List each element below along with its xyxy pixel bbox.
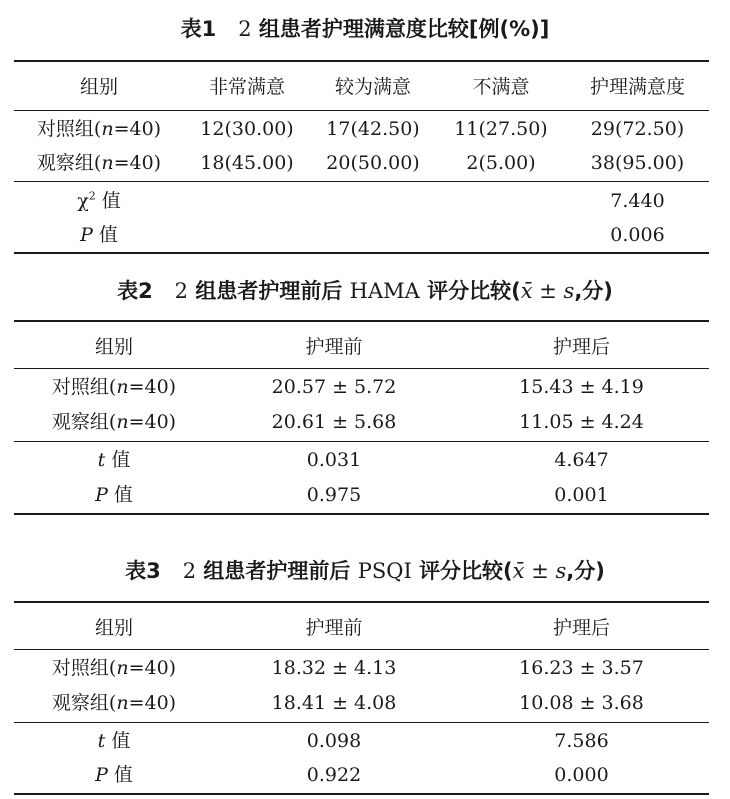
table1-header-satisfaction-rate: 护理满意度 <box>589 76 685 98</box>
table2-row2-cell: 20.61 ± 5.68 <box>271 411 397 433</box>
table2-t-before: 0.031 <box>306 449 362 471</box>
table3-top-rule <box>14 601 709 603</box>
table2-t-after: 4.647 <box>554 449 609 471</box>
table1-p-label: P 值 <box>80 224 118 246</box>
table2-row1-group: 对照组(n=40) <box>51 376 177 398</box>
table2-header-before: 护理前 <box>305 336 363 358</box>
table1-chi-square-value: 7.440 <box>610 190 665 212</box>
table3-row1-cell: 16.23 ± 3.57 <box>519 657 644 679</box>
table1-row1-cell: 12(30.00) <box>200 118 294 140</box>
table1-row1-cell: 29(72.50) <box>590 118 685 140</box>
table3-header-rule <box>14 649 709 650</box>
table3-bottom-rule <box>14 793 709 795</box>
table3-p-label: P 值 <box>95 764 133 786</box>
table2-bottom-rule <box>14 513 709 515</box>
table3-header-after: 护理后 <box>552 617 610 639</box>
table2-p-after: 0.001 <box>554 484 609 506</box>
table2-row1-cell: 20.57 ± 5.72 <box>271 376 397 398</box>
table3-row1-cell: 18.32 ± 4.13 <box>271 657 397 679</box>
table2-body-rule <box>14 441 709 442</box>
table1-row1-group: 对照组(n=40) <box>36 118 162 140</box>
table1-p-value: 0.006 <box>610 224 665 246</box>
table1-header-unsatisfied: 不满意 <box>472 76 530 98</box>
table2-row1-cell: 15.43 ± 4.19 <box>519 376 644 398</box>
table3-caption: 表3 2 组患者护理前后 PSQI 评分比较(x̄ ± s,分) <box>125 559 605 583</box>
table2-row2-group: 观察组(n=40) <box>51 411 177 433</box>
table1-caption <box>0 14 730 44</box>
table1-row1-cell: 17(42.50) <box>326 118 420 140</box>
table3-header-group: 组别 <box>94 617 133 639</box>
table1-row2-cell: 20(50.00) <box>326 152 420 174</box>
table1-caption-num: 2 <box>238 17 252 41</box>
table3-header-before: 护理前 <box>305 617 363 639</box>
table1-body-rule <box>14 181 709 182</box>
table2-header-rule <box>14 368 709 369</box>
table1-header-rule <box>14 110 709 111</box>
table1-top-rule <box>14 60 709 62</box>
table1-header-group: 组别 <box>79 76 118 98</box>
table2-p-label: P 值 <box>95 484 133 506</box>
table1-row2-cell: 38(95.00) <box>590 152 685 174</box>
table3-t-label: t 值 <box>97 730 131 752</box>
table3-row2-group: 观察组(n=40) <box>51 692 177 714</box>
table2-row2-cell: 11.05 ± 4.24 <box>519 411 644 433</box>
table3-t-after: 7.586 <box>554 730 609 752</box>
table2-t-label: t 值 <box>97 449 131 471</box>
table1-caption-text: 组患者护理满意度比较[例(%)] <box>258 17 550 41</box>
table3-row1-group: 对照组(n=40) <box>51 657 177 679</box>
table1-header-very-satisfied: 非常满意 <box>208 76 285 98</box>
table2-caption: 表2 2 组患者护理前后 HAMA 评分比较(x̄ ± s,分) <box>117 279 613 303</box>
table3-row2-cell: 18.41 ± 4.08 <box>271 692 397 714</box>
table3-row2-cell: 10.08 ± 3.68 <box>519 692 644 714</box>
table1-row2-group: 观察组(n=40) <box>36 152 162 174</box>
table3-t-before: 0.098 <box>306 730 362 752</box>
table3-p-after: 0.000 <box>554 764 609 786</box>
table1-row2-cell: 18(45.00) <box>200 152 294 174</box>
table1-row1-cell: 11(27.50) <box>454 118 548 140</box>
table1-row2-cell: 2(5.00) <box>466 152 536 174</box>
table2-p-before: 0.975 <box>306 484 362 506</box>
table1-bottom-rule <box>14 252 709 254</box>
table3-body-rule <box>14 722 709 723</box>
table1-header-satisfied: 较为满意 <box>334 76 411 98</box>
table1-chi-square-label: $\chi^2$ 值 <box>77 189 121 212</box>
table1-caption-prefix: 表1 <box>180 17 217 41</box>
table2-top-rule <box>14 320 709 322</box>
table2-header-group: 组别 <box>94 336 133 358</box>
table2-header-after: 护理后 <box>552 336 610 358</box>
table3-p-before: 0.922 <box>306 764 362 786</box>
